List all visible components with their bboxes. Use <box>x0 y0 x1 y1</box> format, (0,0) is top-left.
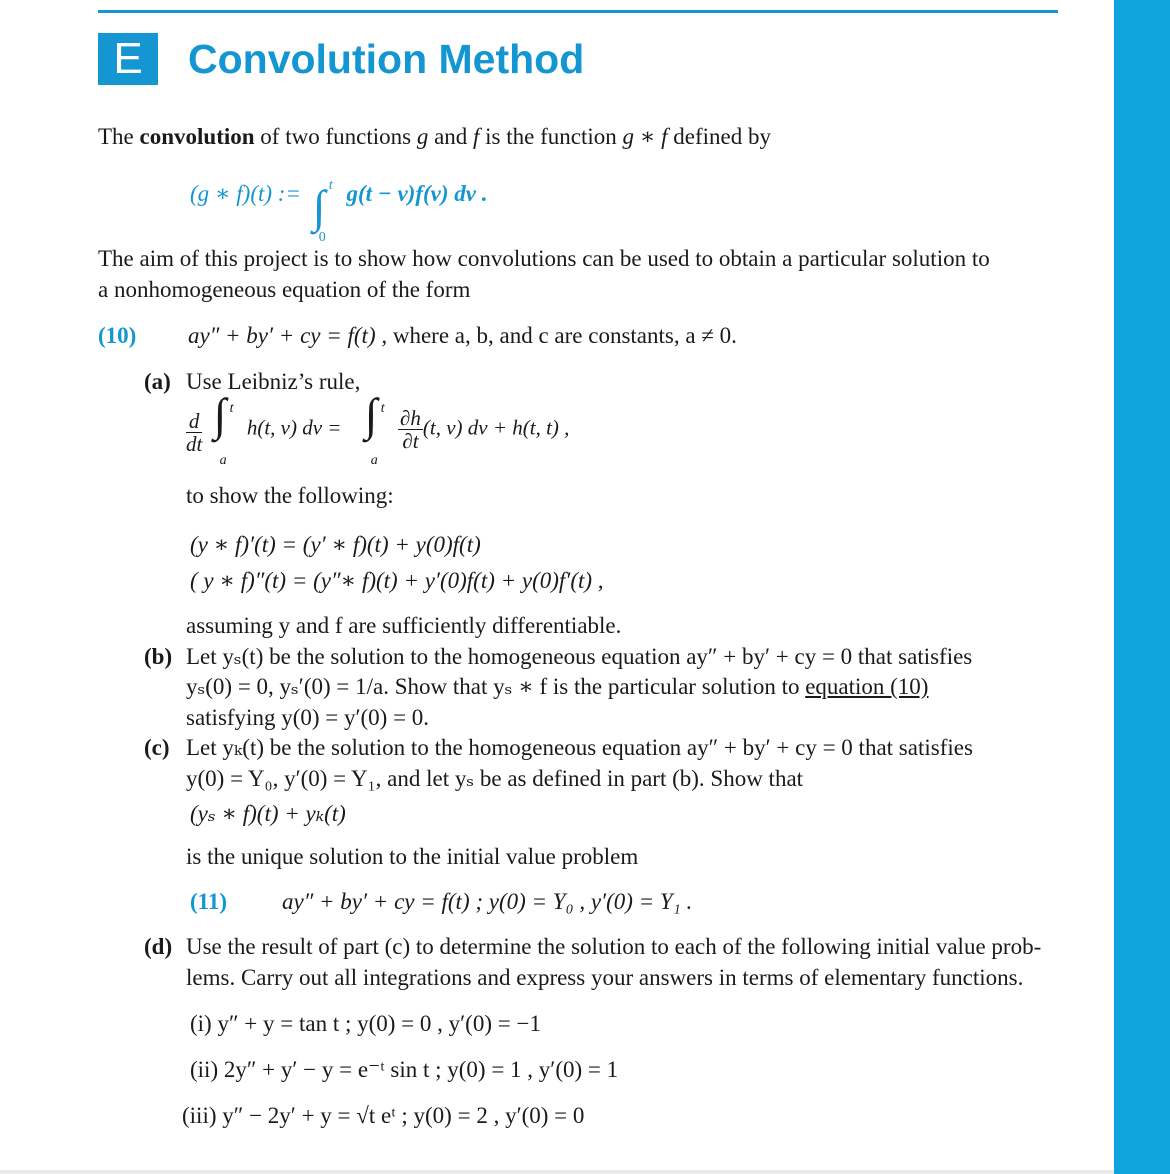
part-d-label: (d) <box>144 934 173 959</box>
part-a-assumption: assuming y and f are sufficiently differentiable. <box>186 613 622 638</box>
part-a-equation-1: (y ∗ f)′(t) = (y′ ∗ f)(t) + y(0)f(t) <box>190 532 481 557</box>
convolution-definition: (g ∗ f)(t) := ∫ t 0 g(t − v)f(v) dv . <box>190 178 488 245</box>
part-c-line-4: is the unique solution to the initial value problem <box>186 844 639 869</box>
bottom-rule <box>0 1170 1114 1174</box>
aim-line-2: a nonhomogeneous equation of the form <box>98 277 471 302</box>
equation-label-10: (10) <box>98 323 137 348</box>
part-c-label: (c) <box>144 735 170 760</box>
part-a-follow: to show the following: <box>186 483 394 508</box>
section-title: Convolution Method <box>188 35 585 82</box>
equation-10-link[interactable]: equation (10) <box>805 674 929 699</box>
equation-10: ay″ + by′ + cy = f(t) , where a, b, and c are constants, a ≠ 0. <box>188 323 737 348</box>
top-rule <box>98 10 1058 13</box>
part-a-equation-2: ( y ∗ f)″(t) = (y″∗ f)(t) + y′(0)f(t) + y(0)f′(t) , <box>190 568 604 593</box>
part-d-item-ii: (ii) 2y″ + y′ − y = e⁻ᵗ sin t ; y(0) = 1 , y′(0) = 1 <box>190 1057 619 1082</box>
section-header <box>98 32 584 86</box>
part-c-line-2: y(0) = Y₀, y′(0) = Y₁, and let yₛ be as defined in part (b). Show that <box>186 766 804 791</box>
part-b-line-1: Let yₛ(t) be the solution to the homogeneous equation ay″ + by′ + cy = 0 that satisfies <box>186 644 973 669</box>
part-a-label: (a) <box>144 369 171 394</box>
leibniz-rule: $\frac{d}{dt}$ ∫ t a h(t, v) dv = ∫ t a $\frac{\partial h}{\partial t}$ (t, v) dv + h(t, t) , <box>186 388 570 468</box>
convolution-term: convolution <box>139 124 255 149</box>
part-d-line-1: Use the result of part (c) to determine the solution to each of the following initial value prob- <box>186 934 1042 959</box>
part-d-item-iii: (iii) y″ − 2y′ + y = √t eᵗ ; y(0) = 2 , y′(0) = 0 <box>182 1103 585 1128</box>
sidebar-band <box>1114 0 1170 1174</box>
part-b-line-2: yₛ(0) = 0, yₛ′(0) = 1/a. Show that yₛ ∗ f is the particular solution to equation (10) <box>186 674 929 699</box>
intro-line: The convolution of two functions g and f is the function g ∗ f defined by <box>98 124 772 149</box>
equation-label-11: (11) <box>190 889 228 914</box>
part-b-label: (b) <box>144 644 173 669</box>
part-c-line-1: Let yₖ(t) be the solution to the homogeneous equation ay″ + by′ + cy = 0 that satisfies <box>186 735 973 760</box>
part-d-item-i: (i) y″ + y = tan t ; y(0) = 0 , y′(0) = −1 <box>190 1011 541 1036</box>
section-badge: E <box>98 33 158 85</box>
part-b-line-3: satisfying y(0) = y′(0) = 0. <box>186 705 430 730</box>
part-a-text: Use Leibniz’s rule, <box>186 369 361 394</box>
part-d-line-2: lems. Carry out all integrations and express your answers in terms of elementary functions. <box>186 965 1024 990</box>
part-c-line-3: (yₛ ∗ f)(t) + yₖ(t) <box>190 801 346 826</box>
equation-11: ay″ + by′ + cy = f(t) ; y(0) = Y₀ , y′(0) = Y₁ . <box>282 889 693 914</box>
aim-line-1: The aim of this project is to show how convolutions can be used to obtain a particular solution to <box>98 246 990 271</box>
